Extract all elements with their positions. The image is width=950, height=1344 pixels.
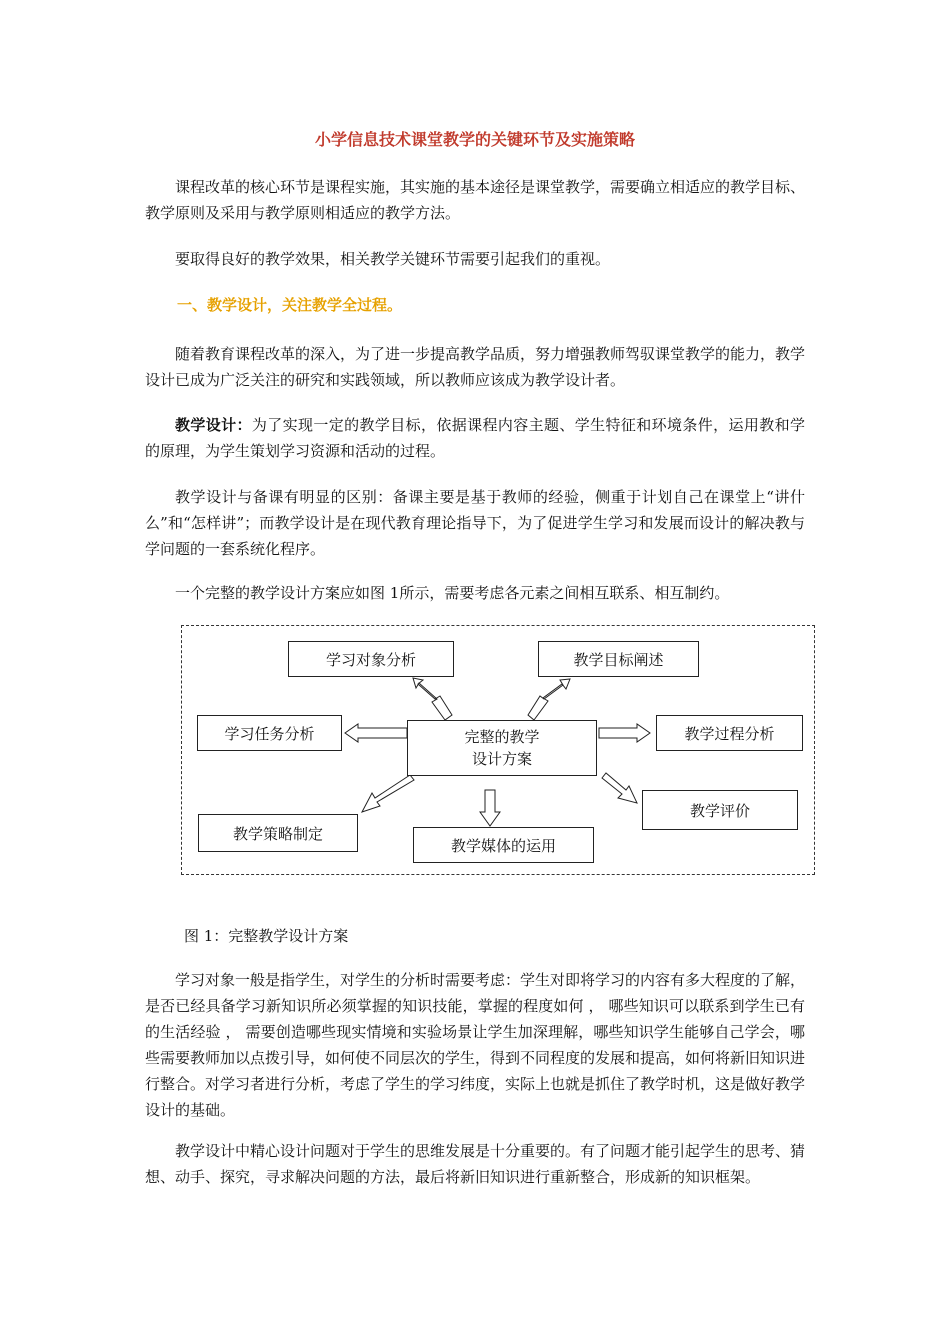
node-learner-analysis: 学习对象分析 (288, 641, 454, 677)
paragraph-7: 学习对象一般是指学生，对学生的分析时需要考虑：学生对即将学习的内容有多大程度的了解，是否已经具备学习新知识所必须掌握的知识技能，掌握的程度如何 ， 哪些知识可以联系到学生已有的生活经验 ， 需要创造哪些现实情境和实验场景让学生加深理解，哪些知识学生能够自己学会，哪些需要教师加以点拨引导，如何使不同层次的学生，得到不同程度的发展和提高，如何将新旧知识进行整合。对学习者进行分析，考虑了学生的学习纬度，实际上也就是抓住了教学时机，这是做好教学设计的基础。 (145, 971, 806, 1119)
arrow-to-task (345, 724, 407, 742)
paragraph-6: 一个完整的教学设计方案应如图 1所示，需要考虑各元素之间相互联系、相互制约。 (175, 584, 730, 602)
node-complete-design-plan (407, 720, 597, 776)
paragraph-3: 随着教育课程改革的深入，为了进一步提高教学品质，努力增强教师驾驭课堂教学的能力，教学设计已成为广泛关注的研究和实践领域，所以教师应该成为教学设计者。 (145, 345, 806, 389)
arrow-to-eval (602, 773, 637, 803)
node-process-analysis: 教学过程分析 (656, 715, 803, 751)
node-strategy: 教学策略制定 (198, 814, 358, 852)
arrow-to-process (599, 724, 650, 742)
arrow-to-media (480, 790, 500, 826)
arrow-to-learner (413, 678, 452, 720)
figure-caption: 图 1：完整教学设计方案 (184, 927, 349, 945)
node-media-use: 教学媒体的运用 (413, 827, 594, 863)
paragraph-5: 教学设计与备课有明显的区别：备课主要是基于教师的经验，侧重于计划自己在课堂上“讲什么”和“怎样讲”；而教学设计是在现代教育理论指导下，为了促进学生学习和发展而设计的解决教与学问题的一套系统化程序。 (145, 488, 805, 558)
paragraph-1: 课程改革的核心环节是课程实施，其实施的基本途径是课堂教学，需要确立相适应的教学目标、教学原则及采用与教学原则相适应的教学方法。 (145, 178, 806, 222)
term-definition: 为了实现一定的教学目标，依据课程内容主题、学生特征和环境条件，运用教和学的原理，为学生策划学习资源和活动的过程。 (145, 416, 805, 460)
arrow-to-strategy (362, 775, 414, 812)
term-label: 教学设计： (175, 416, 252, 434)
page-title: 小学信息技术课堂教学的关键环节及实施策略 (314, 130, 635, 149)
paragraph-8: 教学设计中精心设计问题对于学生的思维发展是十分重要的。有了问题才能引起学生的思考、猜想、动手、探究，寻求解决问题的方法，最后将新旧知识进行重新整合，形成新的知识框架。 (145, 1142, 806, 1186)
arrow-to-goal (528, 679, 570, 720)
center-line-2: 设计方案 (471, 750, 532, 768)
center-line-1: 完整的教学 (464, 728, 540, 746)
node-goal-statement: 教学目标阐述 (538, 641, 699, 677)
node-evaluation: 教学评价 (642, 790, 798, 830)
section-heading-1: 一、教学设计，关注教学全过程。 (177, 296, 403, 314)
node-task-analysis: 学习任务分析 (197, 715, 342, 751)
paragraph-2: 要取得良好的教学效果，相关教学关键环节需要引起我们的重视。 (175, 250, 611, 268)
